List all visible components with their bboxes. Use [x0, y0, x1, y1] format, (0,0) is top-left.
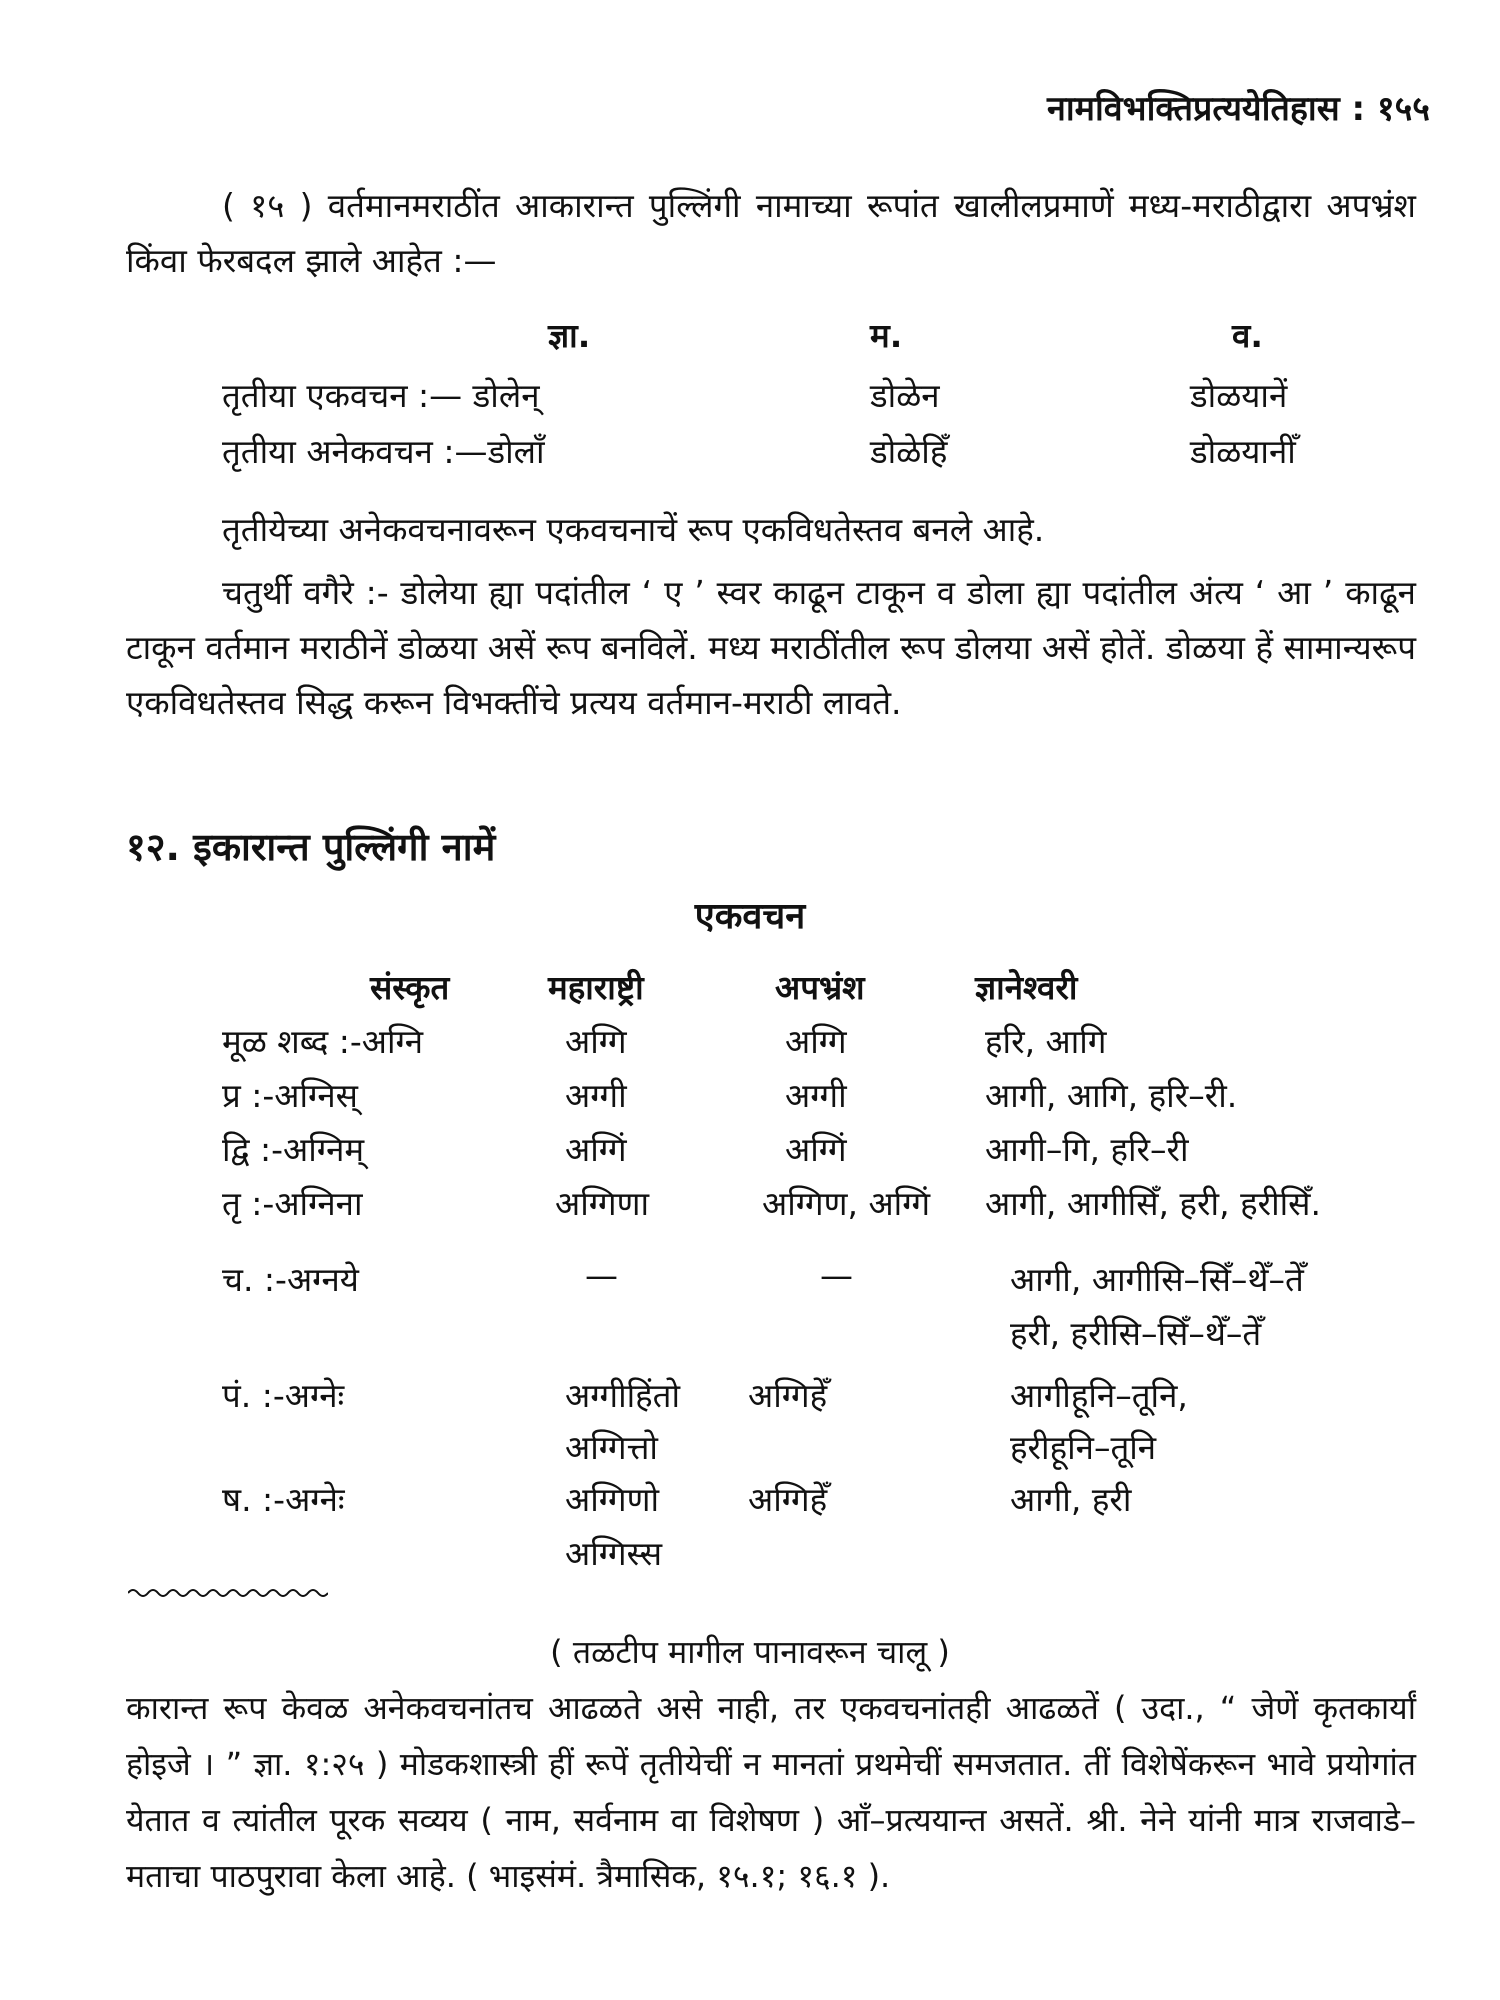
table-cell: आगीहूनि–तूनि, — [1010, 1376, 1188, 1415]
table-cell: हरीहूनि–तूनि — [1010, 1428, 1157, 1467]
footnote-heading: ( तळटीप मागील पानावरून चालू ) — [550, 1633, 950, 1671]
table-row-label: पं. :-अग्नेः — [222, 1376, 345, 1415]
table-cell: अग्गि — [565, 1022, 627, 1061]
table-cell: आगी, आगि, हरि–री. — [985, 1076, 1238, 1115]
footnote-text: कारान्त रूप केवळ अनेकवचनांतच आढळते असे नाही, तर एकवचनांतही आढळतें ( उदा., “ जेणें कृतकार्यां होइजे । ” ज्ञा. १:२५ ) मोडकशास्त्री हीं रूपें तृतीयेचीं न मानतां प्रथमेचीं समजतात. तीं विशेषेंकरून भावे प्रयोगांत येतात व त्यांतील पूरक सव्यय ( नाम, सर्वनाम वा विशेषण ) आँ–प्रत्ययान्त असतें. श्री. नेने यांनी मात्र राजवाडे–मताचा पाठपुरावा केला आहे. ( भाइसंमं. त्रैमासिक, १५.१; १६.१ ). — [126, 1689, 1416, 1895]
col-head-ma: म. — [870, 316, 903, 355]
table-cell: अग्गिण, अग्गिं — [762, 1184, 931, 1223]
table-cell: अग्गिस्स — [565, 1534, 663, 1573]
table-cell: हरि, आगि — [985, 1022, 1107, 1061]
table-cell: अग्गीहिंतो — [565, 1376, 681, 1415]
table-row-label: तृतीया एकवचन :— डोलेन् — [222, 376, 540, 415]
paragraph-tritiya: तृतीयेच्या अनेकवचनावरून एकवचनाचें रूप एकविधतेस्तव बनले आहे. — [222, 510, 1045, 549]
table-row-label: मूळ शब्द :-अग्नि — [222, 1022, 424, 1061]
table-row-label: तृ :-अग्निना — [222, 1184, 363, 1223]
col-head-dnyaneshwari: ज्ञानेश्वरी — [975, 968, 1078, 1007]
table-row-label: तृतीया अनेकवचन :—डोलाँ — [222, 432, 545, 471]
section-title: १२. इकारान्त पुल्लिंगी नामें — [126, 825, 496, 869]
table-cell: आगी, हरी — [1010, 1480, 1132, 1519]
table-cell: डोळेहिँ — [870, 432, 948, 471]
table-cell: अग्गी — [785, 1076, 847, 1115]
table-cell: — — [820, 1256, 853, 1295]
table-cell: आगी–गि, हरि–री — [985, 1130, 1189, 1169]
table-cell: डोळेन — [870, 376, 940, 415]
table-cell: अग्गित्तो — [565, 1428, 658, 1467]
footnote-separator — [128, 1586, 328, 1600]
table-cell: हरी, हरीसि–सिँ–थेँ–तेँ — [1010, 1314, 1262, 1353]
paragraph-15: ( १५ ) वर्तमानमराठींत आकारान्त पुल्लिंगी नामाच्या रूपांत खालीलप्रमाणें मध्य-मराठीद्वारा अपभ्रंश किंवा फेरबदल झाले आहेत :— — [126, 186, 1416, 280]
table-cell: अग्गिणा — [555, 1184, 650, 1223]
table-row-label: प्र :-अग्निस् — [222, 1076, 358, 1115]
table-cell: अग्गिणो — [565, 1480, 660, 1519]
table-cell: आगी, आगीसि–सिँ–थेँ–तेँ — [1010, 1260, 1304, 1299]
col-head-apabhramsha: अपभ्रंश — [775, 968, 865, 1007]
col-head-va: व. — [1232, 316, 1263, 355]
table-cell: अग्गी — [565, 1076, 627, 1115]
table-cell: — — [585, 1256, 618, 1295]
table-cell: अग्गिहेँ — [748, 1480, 828, 1519]
table-cell: अग्गिहेँ — [748, 1376, 828, 1415]
table-cell: डोळयानीँ — [1190, 432, 1296, 471]
running-header: नामविभक्तिप्रत्ययेतिहास : १५५ — [1046, 89, 1430, 129]
paragraph-chaturthi: चतुर्थी वगैरे :- डोलेया ह्या पदांतील ‘ ए ’ स्वर काढून टाकून व डोला ह्या पदांतील अंत्य ‘ आ ’ काढून टाकून वर्तमान मराठीनें डोळया असें रूप बनविलें. मध्य मराठींतील रूप डोलया असें होतें. डोळया हें सामान्यरूप एकविधतेस्तव सिद्ध करून विभक्तींचे प्रत्यय वर्तमान-मराठी लावते. — [126, 573, 1416, 722]
table-row-label: च. :-अग्नये — [222, 1260, 359, 1299]
table-cell: आगी, आगीसिँ, हरी, हरीसिँ. — [985, 1184, 1321, 1223]
table-cell: अग्गि — [785, 1022, 847, 1061]
sub-title: एकवचन — [694, 896, 806, 937]
col-head-sanskrit: संस्कृत — [370, 968, 450, 1007]
table-row-label: ष. :-अग्नेः — [222, 1480, 345, 1519]
col-head-maharashtri: महाराष्ट्री — [548, 968, 644, 1007]
table-cell: डोळयानें — [1190, 376, 1288, 415]
table-row-label: द्वि :-अग्निम् — [222, 1130, 365, 1169]
table-cell: अग्गिं — [785, 1130, 847, 1169]
table-cell: अग्गिं — [565, 1130, 627, 1169]
col-head-dnya: ज्ञा. — [548, 316, 591, 355]
